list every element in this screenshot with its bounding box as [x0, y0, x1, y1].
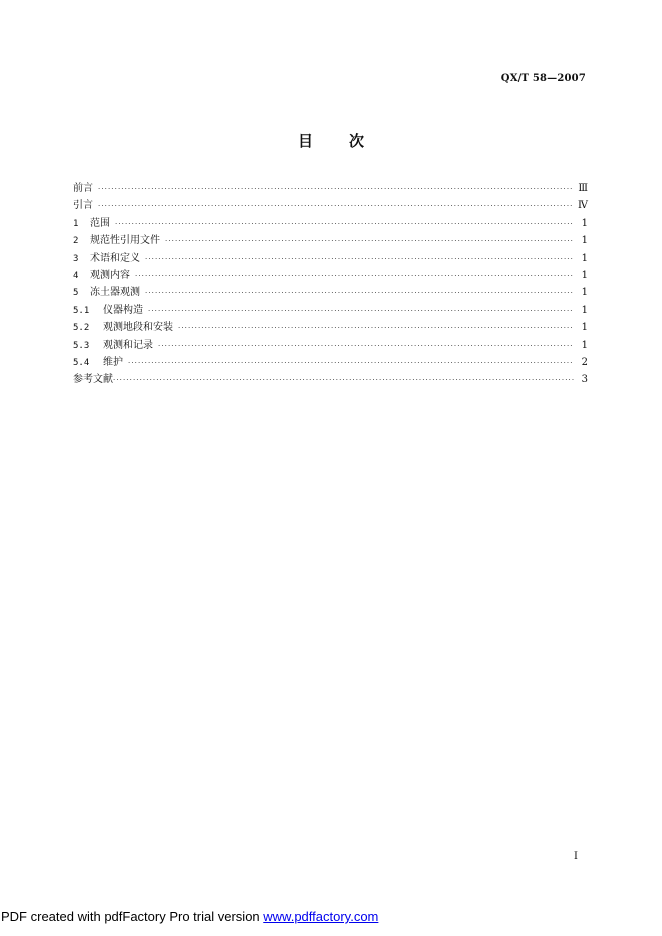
- toc-entry-page: 1: [581, 217, 588, 229]
- toc-leader-dots: [98, 198, 574, 215]
- page-number: I: [574, 851, 578, 862]
- toc-entry-label: 参考文献: [73, 374, 113, 386]
- toc-entry-page: 3: [581, 374, 588, 386]
- toc-entry-text: 冻土器观测: [90, 287, 140, 299]
- standard-code: QX/T 58—2007: [500, 73, 586, 84]
- toc-entry-page: Ⅲ: [578, 183, 588, 194]
- toc-entry-label: [73, 302, 148, 320]
- toc-entry-number: 5.4: [73, 357, 90, 368]
- toc-entry-page: 1: [581, 304, 588, 316]
- toc-leader-dots: [178, 320, 574, 337]
- toc-entry[interactable]: [73, 337, 588, 354]
- toc-entry-number: 3: [73, 253, 79, 264]
- toc-entry[interactable]: [73, 319, 588, 336]
- toc-entry-text: 观测和记录: [103, 339, 153, 351]
- toc-entry[interactable]: [73, 250, 588, 267]
- toc-entry[interactable]: [73, 267, 588, 284]
- toc-entry-number: 4: [73, 270, 79, 281]
- toc-entry-label: [73, 215, 115, 233]
- toc-entry-text: 术语和定义: [90, 252, 140, 264]
- toc-leader-dots: [148, 303, 574, 320]
- toc-entry-label: [73, 319, 178, 337]
- toc-entry-text: 规范性引用文件: [90, 235, 160, 247]
- toc-leader-dots: [128, 355, 574, 372]
- toc-entry[interactable]: [73, 197, 588, 214]
- toc-entry[interactable]: [73, 232, 588, 249]
- toc-entry-text: 范围: [90, 217, 110, 229]
- toc-leader-dots: [145, 251, 574, 268]
- table-of-contents: [73, 180, 588, 389]
- toc-entry-label: [73, 267, 135, 285]
- toc-entry-number: 1: [73, 218, 79, 229]
- toc-entry-page: 1: [581, 322, 588, 334]
- toc-entry[interactable]: [73, 284, 588, 301]
- toc-entry[interactable]: [73, 354, 588, 371]
- toc-entry[interactable]: [73, 215, 588, 232]
- toc-entry[interactable]: [73, 371, 588, 388]
- toc-entry-label: [73, 284, 145, 302]
- toc-leader-dots: [135, 268, 574, 285]
- toc-entry-page: 1: [581, 269, 588, 281]
- footer-link[interactable]: www.pdffactory.com: [263, 909, 379, 924]
- toc-entry-page: 2: [581, 356, 588, 368]
- toc-entry-number: 5.1: [73, 305, 90, 316]
- toc-entry-number: 5.2: [73, 323, 90, 334]
- toc-leader-dots: [165, 233, 574, 250]
- toc-entry-page: 1: [581, 252, 588, 264]
- toc-leader-dots: [113, 372, 574, 389]
- toc-entry-label: [73, 337, 158, 355]
- page-title: 目次: [297, 132, 400, 150]
- pdf-footer: [1, 909, 378, 924]
- toc-entry-text: 观测内容: [90, 269, 130, 281]
- toc-entry-page: 1: [581, 339, 588, 351]
- toc-entry-page: 1: [581, 287, 588, 299]
- toc-entry-label: [73, 250, 145, 268]
- toc-entry-number: 5: [73, 288, 79, 299]
- toc-leader-dots: [98, 181, 574, 198]
- toc-entry-label: [73, 354, 128, 372]
- toc-entry-text: 维护: [103, 356, 123, 368]
- toc-entry-label: 引言: [73, 200, 93, 212]
- toc-entry-text: 观测地段和安装: [103, 322, 173, 334]
- toc-entry-page: 1: [581, 235, 588, 247]
- toc-entry-page: Ⅳ: [578, 200, 588, 212]
- toc-entry-label: [73, 232, 165, 250]
- toc-leader-dots: [158, 338, 574, 355]
- toc-entry[interactable]: [73, 302, 588, 319]
- toc-entry-number: 2: [73, 236, 79, 247]
- toc-leader-dots: [115, 216, 574, 233]
- toc-entry-label: 前言: [73, 183, 93, 194]
- toc-entry[interactable]: [73, 180, 588, 197]
- toc-leader-dots: [145, 285, 574, 302]
- toc-entry-number: 5.3: [73, 340, 90, 351]
- footer-text: PDF created with pdfFactory Pro trial version: [1, 909, 264, 924]
- toc-entry-text: 仪器构造: [103, 304, 143, 316]
